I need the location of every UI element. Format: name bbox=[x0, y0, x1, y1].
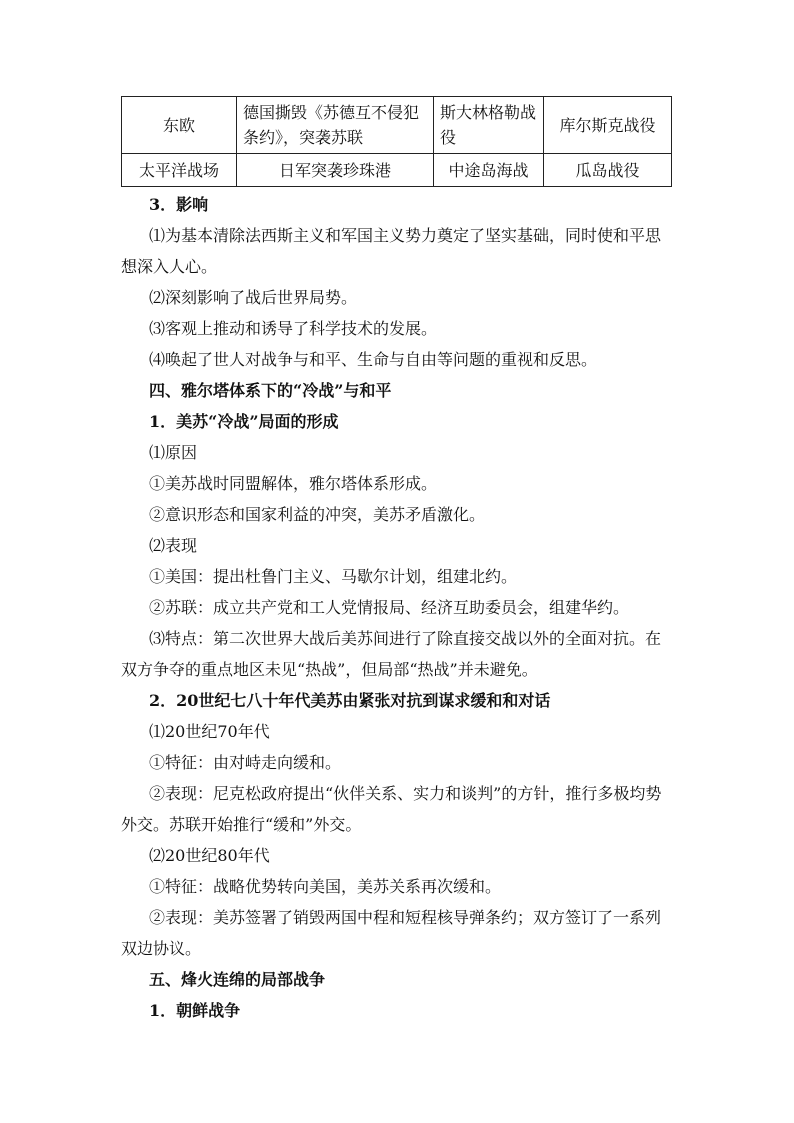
section-heading: 1．美苏“冷战”局面的形成 bbox=[149, 412, 339, 431]
section-heading: 五、烽火连绵的局部战争 bbox=[149, 970, 326, 989]
paragraph: ⑵表现 bbox=[149, 536, 198, 555]
paragraph: ①美苏战时同盟解体，雅尔塔体系形成。 bbox=[149, 474, 438, 493]
table-row bbox=[122, 154, 672, 187]
section-heading: 四、雅尔塔体系下的“冷战”与和平 bbox=[149, 381, 392, 400]
paragraph: ⑵深刻影响了战后世界局势。 bbox=[149, 288, 358, 307]
paragraph: ②表现：美苏签署了销毁两国中程和短程核导弹条约；双方签订了一系列双边协议。 bbox=[121, 908, 662, 958]
paragraph: ②表现：尼克松政府提出“伙伴关系、实力和谈判”的方针，推行多极均势外交。苏联开始推行“缓和”外交。 bbox=[121, 784, 662, 834]
table-cell-battle: 瓜岛战役 bbox=[544, 154, 672, 187]
paragraph: ⑶特点：第二次世界大战后美苏间进行了除直接交战以外的全面对抗。在双方争夺的重点地区未见“热战”，但局部“热战”并未避免。 bbox=[121, 629, 662, 679]
paragraph: ⑴为基本清除法西斯主义和军国主义势力奠定了坚实基础，同时使和平思想深入人心。 bbox=[121, 226, 662, 276]
table-cell-region: 东欧 bbox=[122, 97, 237, 154]
paragraph: ⑴原因 bbox=[149, 443, 198, 462]
paragraph: ⑴20世纪70年代 bbox=[149, 722, 270, 741]
section-heading: 3．影响 bbox=[149, 195, 209, 214]
paragraph: ①特征：由对峙走向缓和。 bbox=[149, 753, 342, 772]
paragraph: ①美国：提出杜鲁门主义、马歇尔计划，组建北约。 bbox=[149, 567, 518, 586]
paragraph: ⑵20世纪80年代 bbox=[149, 846, 270, 865]
table-cell-battle: 中途岛海战 bbox=[434, 154, 544, 187]
battles-table bbox=[121, 96, 672, 187]
paragraph: ②意识形态和国家利益的冲突，美苏矛盾激化。 bbox=[149, 505, 486, 524]
table-cell-battle: 库尔斯克战役 bbox=[544, 97, 672, 154]
paragraph: ⑷唤起了世人对战争与和平、生命与自由等问题的重视和反思。 bbox=[149, 350, 598, 369]
paragraph: ⑶客观上推动和诱导了科学技术的发展。 bbox=[149, 319, 438, 338]
paragraph: ②苏联：成立共产党和工人党情报局、经济互助委员会，组建华约。 bbox=[149, 598, 630, 617]
body-text bbox=[121, 189, 675, 1026]
table-cell-battle: 斯大林格勒战役 bbox=[434, 97, 544, 154]
table-row bbox=[122, 97, 672, 154]
section-heading: 2．20世纪七八十年代美苏由紧张对抗到谋求缓和和对话 bbox=[149, 691, 551, 710]
section-heading: 1．朝鲜战争 bbox=[149, 1001, 241, 1020]
paragraph: ①特征：战略优势转向美国，美苏关系再次缓和。 bbox=[149, 877, 502, 896]
table-cell-event: 德国撕毁《苏德互不侵犯条约》，突袭苏联 bbox=[237, 97, 434, 154]
table-cell-region: 太平洋战场 bbox=[122, 154, 237, 187]
table-cell-event: 日军突袭珍珠港 bbox=[237, 154, 434, 187]
